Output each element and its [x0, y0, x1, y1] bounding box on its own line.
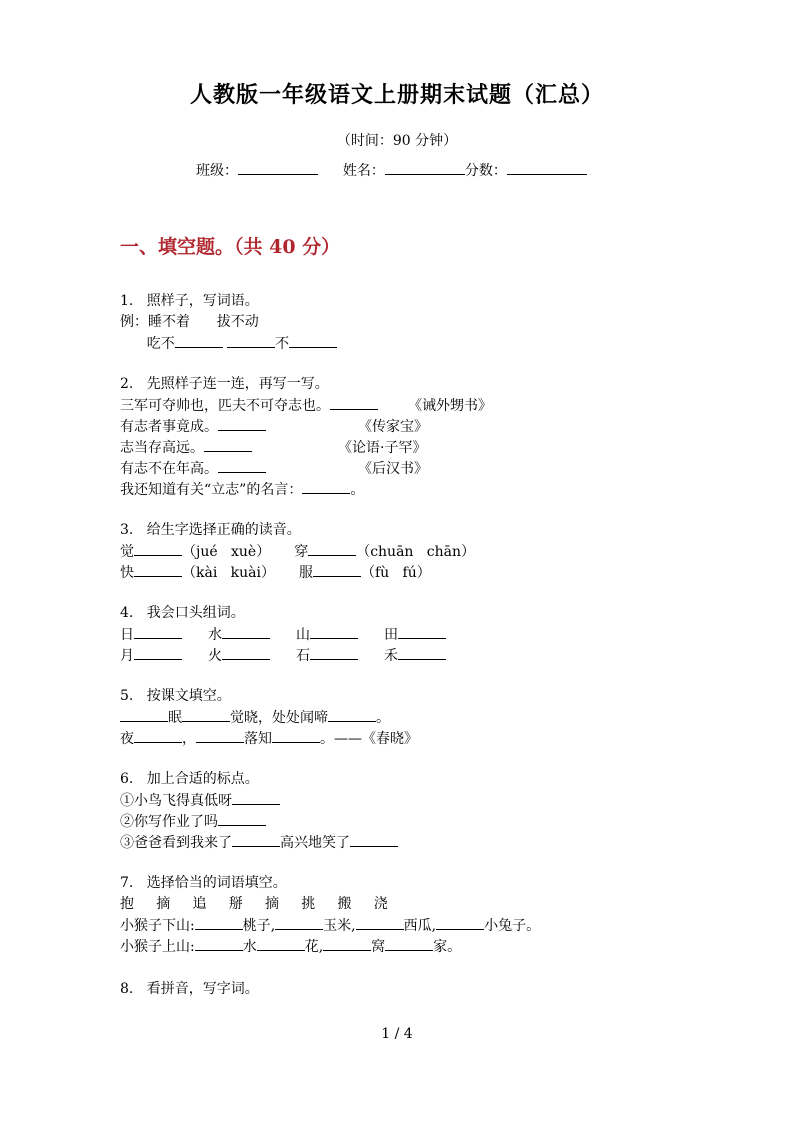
q4-row: 日 水 山 田 [120, 624, 446, 645]
q3-prompt: 3. 给生字选择正确的读音。 [120, 522, 301, 538]
answer-blank[interactable] [350, 832, 398, 847]
q7-prompt: 7. 选择恰当的词语填空。 [120, 875, 287, 891]
answer-blank[interactable] [182, 707, 230, 722]
q5-prompt: 5. 按课文填空。 [120, 688, 231, 704]
answer-blank[interactable] [302, 479, 350, 494]
q2-row: 三军可夺帅也，匹夫不可夺志也。 《诫外甥书》 [120, 395, 492, 416]
page-title: 人教版一年级语文上册期末试题（汇总） [189, 82, 604, 108]
answer-blank[interactable] [385, 936, 433, 951]
name-label: 姓名： [342, 163, 385, 179]
q3-row: 快 （kài kuài） 服 （fù fú） [120, 562, 431, 583]
q7-row: 小猴子下山: 桃子, 玉米, 西瓜, 小兔子。 [120, 915, 540, 936]
q4-row: 月 火 石 禾 [120, 645, 446, 666]
answer-blank[interactable] [120, 707, 168, 722]
answer-blank[interactable] [275, 915, 323, 930]
answer-blank[interactable] [310, 645, 358, 660]
answer-blank[interactable] [195, 936, 243, 951]
q2-extra: 我还知道有关“立志”的名言： 。 [120, 479, 364, 500]
q6-row: ③爸爸看到我来了 高兴地笑了 [120, 832, 398, 853]
q7-word-bank: 抱 摘 追 掰 摘 挑 搬 浇 [120, 896, 388, 912]
q2-row: 有志者事竟成。 《传家宝》 [120, 416, 428, 437]
q5-row: 夜 ， 落知 。——《春晓》 [120, 728, 418, 749]
q1-answer-line: 吃不 不 [120, 333, 337, 354]
answer-blank[interactable] [323, 936, 371, 951]
answer-blank[interactable] [310, 624, 358, 639]
answer-blank[interactable] [195, 915, 243, 930]
answer-blank[interactable] [308, 541, 356, 556]
q1-prompt: 1. 照样子，写词语。 [120, 293, 259, 309]
name-blank[interactable] [385, 160, 465, 175]
answer-blank[interactable] [356, 915, 404, 930]
class-blank[interactable] [238, 160, 318, 175]
answer-blank[interactable] [227, 333, 275, 348]
score-blank[interactable] [507, 160, 587, 175]
answer-blank[interactable] [134, 624, 182, 639]
answer-blank[interactable] [134, 562, 182, 577]
q3-row: 觉 （jué xuè） 穿 （chuān chān） [120, 541, 475, 562]
answer-blank[interactable] [398, 645, 446, 660]
answer-blank[interactable] [175, 333, 223, 348]
answer-blank[interactable] [330, 395, 378, 410]
answer-blank[interactable] [204, 437, 252, 452]
q6-prompt: 6. 加上合适的标点。 [120, 771, 259, 787]
answer-blank[interactable] [436, 915, 484, 930]
answer-blank[interactable] [232, 790, 280, 805]
answer-blank[interactable] [398, 624, 446, 639]
answer-blank[interactable] [222, 624, 270, 639]
score-label: 分数： [464, 163, 507, 179]
answer-blank[interactable] [134, 645, 182, 660]
exam-time: （时间：90 分钟） [336, 133, 458, 149]
answer-blank[interactable] [218, 416, 266, 431]
class-label: 班级： [196, 163, 238, 179]
answer-blank[interactable] [218, 458, 266, 473]
answer-blank[interactable] [222, 645, 270, 660]
answer-blank[interactable] [272, 728, 320, 743]
student-info-row [196, 160, 587, 180]
q7-row: 小猴子上山: 水 花, 窝 家。 [120, 936, 461, 957]
q5-row: 眠 觉晓，处处闻啼 。 [120, 707, 390, 728]
q2-row: 有志不在年高。 《后汉书》 [120, 458, 428, 479]
answer-blank[interactable] [289, 333, 337, 348]
answer-blank[interactable] [232, 832, 280, 847]
answer-blank[interactable] [196, 728, 244, 743]
q4-prompt: 4. 我会口头组词。 [120, 605, 245, 621]
q2-prompt: 2. 先照样子连一连，再写一写。 [120, 376, 329, 392]
answer-blank[interactable] [134, 541, 182, 556]
q8-prompt: 8. 看拼音，写字词。 [120, 981, 259, 997]
answer-blank[interactable] [218, 811, 266, 826]
page-number: 1 / 4 [381, 1026, 413, 1042]
section-heading: 一、填空题。（共 40 分） [120, 236, 341, 258]
q2-row: 志当存高远。 《论语·子罕》 [120, 437, 426, 458]
q6-row: ②你写作业了吗 [120, 811, 266, 832]
answer-blank[interactable] [313, 562, 361, 577]
q1-example: 例：睡不着 拔不动 [120, 314, 259, 330]
answer-blank[interactable] [134, 728, 182, 743]
answer-blank[interactable] [328, 707, 376, 722]
answer-blank[interactable] [257, 936, 305, 951]
q6-row: ①小鸟飞得真低呀 [120, 790, 280, 811]
